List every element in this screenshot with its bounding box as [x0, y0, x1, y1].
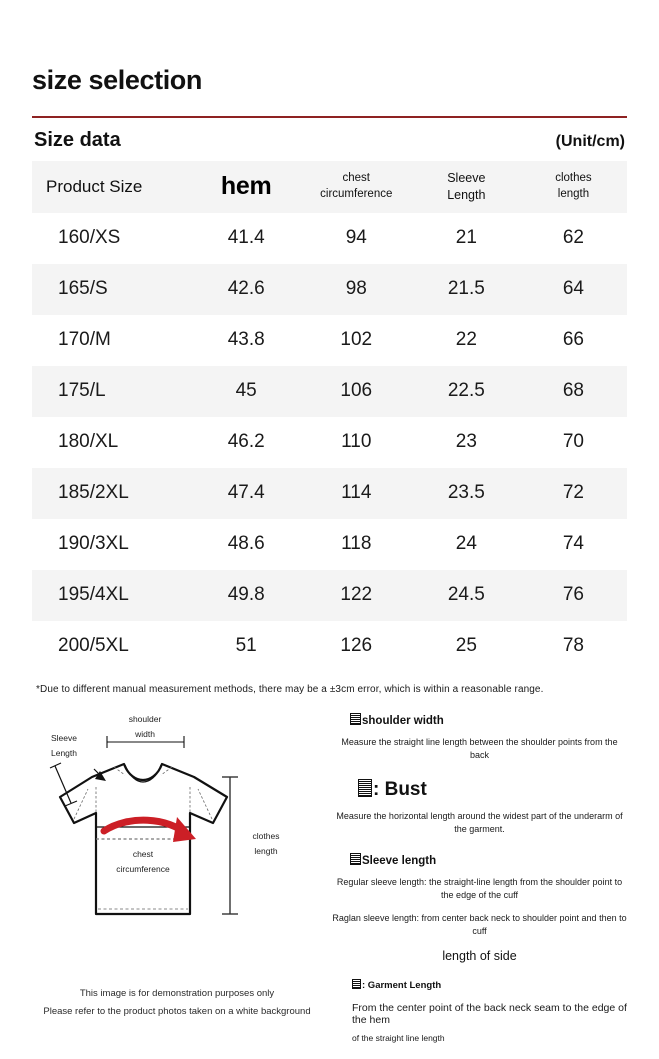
lower-section — [32, 709, 627, 1059]
cell-hem: 49.8 — [227, 584, 265, 606]
cell-sleeve: 24 — [455, 533, 477, 555]
label-sleeve-line2: Length — [51, 747, 77, 758]
cell-hem: 42.6 — [227, 278, 265, 300]
size-table-header — [32, 161, 627, 213]
size-data-caption-row — [32, 118, 627, 161]
cell-sleeve: 22 — [455, 329, 477, 351]
unit-label: (Unit/cm) — [555, 132, 625, 150]
table-row — [32, 468, 627, 519]
measurement-heading — [332, 713, 627, 727]
diagram-column — [32, 709, 332, 1059]
table-row — [32, 264, 627, 315]
cell-hem: 51 — [235, 635, 257, 657]
cell-hem: 47.4 — [227, 482, 265, 504]
tshirt-diagram — [32, 709, 327, 949]
measurement-heading-text: : Bust — [373, 778, 427, 800]
table-row — [32, 213, 627, 264]
cell-hem: 48.6 — [227, 533, 265, 555]
cell-sleeve: 24.5 — [447, 584, 485, 606]
cell-chest: 110 — [341, 431, 372, 453]
table-row — [32, 417, 627, 468]
cell-chest: 94 — [345, 227, 367, 249]
missing-glyph-icon — [350, 713, 361, 725]
cell-length: 78 — [562, 635, 584, 657]
tshirt-outline — [60, 764, 227, 914]
table-row — [32, 315, 627, 366]
measurement-body-line-1: Regular sleeve length: the straight-line length from the shoulder point to the edge of the cuff — [336, 876, 623, 901]
cell-sleeve: 22.5 — [447, 380, 485, 402]
cell-hem: 43.8 — [227, 329, 265, 351]
cell-chest: 122 — [340, 584, 373, 606]
cell-length: 64 — [562, 278, 584, 300]
cell-chest: 106 — [340, 380, 373, 402]
length-of-side-label: length of side — [442, 948, 517, 963]
cell-product-size: 195/4XL — [58, 584, 129, 606]
table-row — [32, 366, 627, 417]
header-sleeve-line2: Length — [447, 187, 486, 202]
missing-glyph-icon — [352, 979, 361, 989]
header-chest-line2: circumference — [320, 187, 393, 200]
measurement-body: Measure the straight line length between the shoulder points from the back — [341, 736, 618, 761]
label-sleeve-line1: Sleeve — [51, 732, 77, 743]
header-clothes-line2: length — [557, 187, 590, 200]
measurement-heading — [332, 853, 627, 867]
cell-product-size: 190/3XL — [58, 533, 129, 555]
cell-sleeve: 21 — [455, 227, 477, 249]
measurement-body: Measure the horizontal length around the widest part of the underarm of the garment. — [336, 810, 623, 835]
measurement-footnote: *Due to different manual measurement methods, there may be a ±3cm error, which is within a reasonable range. — [36, 683, 544, 695]
header-sleeve-length — [413, 161, 520, 213]
cell-product-size: 160/XS — [58, 227, 121, 249]
label-chest-line1: chest — [132, 848, 154, 859]
measurement-instructions — [332, 709, 627, 1059]
header-clothes-length — [520, 161, 627, 213]
disclaimer-line-2: Please refer to the product photos taken on a white background — [43, 1005, 311, 1017]
measurement-heading-text: shoulder width — [362, 714, 444, 727]
cell-chest: 114 — [341, 482, 372, 504]
cell-length: 74 — [562, 533, 584, 555]
cell-product-size: 170/M — [58, 329, 111, 351]
cell-sleeve: 21.5 — [447, 278, 485, 300]
header-chest-circumference — [300, 161, 413, 213]
cell-product-size: 175/L — [58, 380, 106, 402]
cell-chest: 126 — [340, 635, 373, 657]
size-data-label: Size data — [34, 128, 121, 151]
cell-product-size: 180/XL — [58, 431, 119, 453]
header-clothes-line1: clothes — [555, 172, 592, 185]
measurement-heading — [332, 979, 627, 991]
header-product-size: Product Size — [46, 176, 143, 196]
measurement-sleeve-length — [332, 853, 627, 963]
table-row — [32, 621, 627, 672]
label-chest-line2: circumference — [116, 863, 170, 874]
table-header-row — [32, 161, 627, 213]
cell-product-size: 185/2XL — [58, 482, 129, 504]
header-sleeve-line1: Sleeve — [447, 170, 486, 185]
size-table — [32, 161, 627, 672]
cell-length: 70 — [562, 431, 584, 453]
cell-length: 62 — [562, 227, 584, 249]
cell-sleeve: 23 — [455, 431, 477, 453]
cell-length: 66 — [562, 329, 584, 351]
missing-glyph-icon — [350, 853, 361, 865]
measurement-heading — [332, 779, 627, 801]
size-chart-page — [0, 18, 659, 1042]
page-title: size selection — [32, 65, 202, 96]
table-row — [32, 519, 627, 570]
measurement-body-line-2: Raglan sleeve length: from center back neck to shoulder point and then to cuff — [332, 912, 627, 937]
label-shoulder-line1: shoulder — [128, 713, 162, 724]
cell-length: 72 — [562, 482, 584, 504]
measurement-garment-length — [332, 979, 627, 1043]
measurement-body-line-1: From the center point of the back neck seam to the edge of the hem — [352, 1001, 627, 1026]
measurement-bust — [332, 779, 627, 837]
cell-length: 68 — [562, 380, 584, 402]
table-row — [32, 570, 627, 621]
cell-chest: 98 — [345, 278, 367, 300]
cell-product-size: 165/S — [58, 278, 108, 300]
measurement-body-line-2: of the straight line length — [352, 1032, 445, 1043]
measurement-heading-text: Sleeve length — [362, 854, 437, 867]
cell-chest: 102 — [340, 329, 373, 351]
cell-hem: 46.2 — [227, 431, 265, 453]
header-chest-line1: chest — [342, 172, 370, 185]
cell-hem: 41.4 — [227, 227, 265, 249]
measurement-shoulder-width — [332, 713, 627, 763]
measurement-heading-text: : Garment Length — [362, 979, 442, 991]
diagram-disclaimer — [32, 949, 332, 1021]
missing-glyph-icon — [358, 779, 372, 797]
cell-length: 76 — [562, 584, 584, 606]
label-shoulder-line2: width — [135, 728, 155, 739]
header-hem: hem — [220, 172, 272, 201]
cell-product-size: 200/5XL — [58, 635, 129, 657]
cell-chest: 118 — [341, 533, 372, 555]
label-clothes-line2: length — [254, 845, 278, 856]
tshirt-diagram-svg — [32, 709, 327, 949]
size-table-body — [32, 213, 627, 672]
disclaimer-line-1: This image is for demonstration purposes only — [79, 987, 275, 999]
cell-hem: 45 — [235, 380, 257, 402]
cell-sleeve: 23.5 — [447, 482, 485, 504]
label-clothes-line1: clothes — [252, 830, 280, 841]
cell-sleeve: 25 — [455, 635, 477, 657]
